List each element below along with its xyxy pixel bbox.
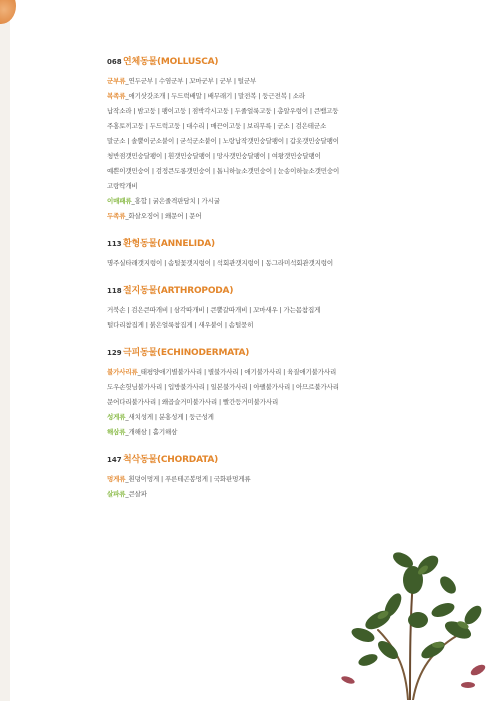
section-heading	[107, 345, 407, 361]
species-text: _홍합 | 굵은줄격판담치 | 가시굴	[131, 197, 220, 205]
list-item	[107, 472, 407, 487]
page-number: 118	[107, 287, 122, 295]
class-label: 복족류	[107, 92, 126, 100]
phylum-title: 척삭동물(CHORDATA)	[123, 455, 219, 465]
section-heading	[107, 283, 407, 299]
list-item	[107, 179, 407, 194]
list-item	[107, 74, 407, 89]
list-item	[107, 209, 407, 224]
list-item	[107, 365, 407, 380]
class-label: 멍게류	[107, 475, 126, 483]
species-text: 청반점갯민숭달팽이 | 흰갯민숭달팽이 | 망사갯민숭달팽이 | 여왕갯민숭달팽이	[107, 152, 321, 160]
list-item	[107, 194, 407, 209]
list-item	[107, 380, 407, 395]
species-text: _연두군부 | 수염군부 | 꼬마군부 | 군부 | 털군부	[125, 77, 257, 85]
section-annelida	[107, 236, 407, 271]
section-heading	[107, 452, 407, 468]
phylum-title: 연체동물(MOLLUSCA)	[123, 57, 219, 67]
page-edge-strip	[0, 0, 10, 701]
list-item	[107, 149, 407, 164]
list-item	[107, 134, 407, 149]
species-text: 명주실타래갯지렁이 | 솜털꽃갯지렁이 | 석회관갯지렁이 | 동그라미석회관갯지렁이	[107, 259, 334, 267]
shell-image	[0, 0, 16, 24]
species-text: 주홍토끼고둥 | 두드럭고둥 | 대수리 | 매끈이고둥 | 보리무륵 | 군소 | 검은테군소	[107, 122, 327, 130]
species-text: _화살오징어 | 왜문어 | 문어	[125, 212, 202, 220]
species-text: _새치성게 | 분홍성게 | 둥근성게	[125, 413, 214, 421]
list-item	[107, 104, 407, 119]
phylum-title: 극피동물(ECHINODERMATA)	[123, 348, 250, 358]
list-item	[107, 256, 407, 271]
class-label: 군부류	[107, 77, 126, 85]
species-text: _흰덩이멍게 | 푸른테곤봉멍게 | 국화판멍게류	[125, 475, 251, 483]
species-text: 납작소라 | 밤고둥 | 팽이고둥 | 점박각시고둥 | 두줄얼룩고둥 | 총알우렁이 | 큰뱀고둥	[107, 107, 339, 115]
phylum-title: 환형동물(ANNELIDA)	[123, 239, 215, 249]
section-mollusca	[107, 54, 407, 224]
list-item	[107, 395, 407, 410]
species-text: 예쁜이갯민숭이 | 검정큰도롱갯민숭이 | 톱니하늘소갯민숭이 | 눈송이하늘소갯민숭이	[107, 167, 340, 175]
section-heading	[107, 236, 407, 252]
species-text: 도우손헛님불가사리 | 입방불가사리 | 일본불가사리 | 아팰불가사리 | 아므르불가사리	[107, 383, 339, 391]
species-text: 털다리참집게 | 붉은얼룩참집게 | 새우붙이 | 솜털묻히	[107, 321, 254, 329]
page-number: 068	[107, 58, 122, 66]
list-item	[107, 119, 407, 134]
section-chordata	[107, 452, 407, 502]
phylum-title: 절지동물(ARTHROPODA)	[123, 286, 234, 296]
list-item	[107, 164, 407, 179]
species-text: _애기삿갓조개 | 두드럭배말 | 배무래기 | 말전복 | 둥근전복 | 소라	[125, 92, 305, 100]
list-item	[107, 318, 407, 333]
section-echinodermata	[107, 345, 407, 440]
class-label: 살파류	[107, 490, 126, 498]
species-text: 문어다리불가사리 | 왜곱슬거미불가사리 | 빨간등거미불가사리	[107, 398, 279, 406]
seaweed-image	[318, 520, 498, 700]
section-arthropoda	[107, 283, 407, 333]
class-label: 성게류	[107, 413, 126, 421]
page-number: 129	[107, 349, 122, 357]
page-number: 113	[107, 240, 122, 248]
list-item	[107, 410, 407, 425]
species-text: _개해삼 | 홀기해삼	[125, 428, 178, 436]
class-label: 불가사리류	[107, 368, 138, 376]
list-item	[107, 303, 407, 318]
species-text: 말군소 | 솔뿔이군소붙이 | 굳석군소붙이 | 노랑납작갯민숭달팽이 | 갑옷갯민숭달팽이	[107, 137, 339, 145]
species-text: _큰살파	[125, 490, 147, 498]
class-label: 두족류	[107, 212, 126, 220]
species-text: 거북손 | 검은큰따개비 | 삼각따개비 | 큰뿔갈따개비 | 꼬마새우 | 가는몸참집게	[107, 306, 321, 314]
list-item	[107, 89, 407, 104]
section-heading	[107, 54, 407, 70]
page-number: 147	[107, 456, 122, 464]
list-item	[107, 425, 407, 440]
list-item	[107, 487, 407, 502]
class-label: 이매패류	[107, 197, 132, 205]
species-index	[107, 54, 407, 514]
species-text: 고랑딱개비	[107, 182, 138, 190]
species-text: _태평양애기별불가사리 | 별불가사리 | 애기불가사리 | 육질애기불가사리	[137, 368, 337, 376]
class-label: 해삼류	[107, 428, 126, 436]
